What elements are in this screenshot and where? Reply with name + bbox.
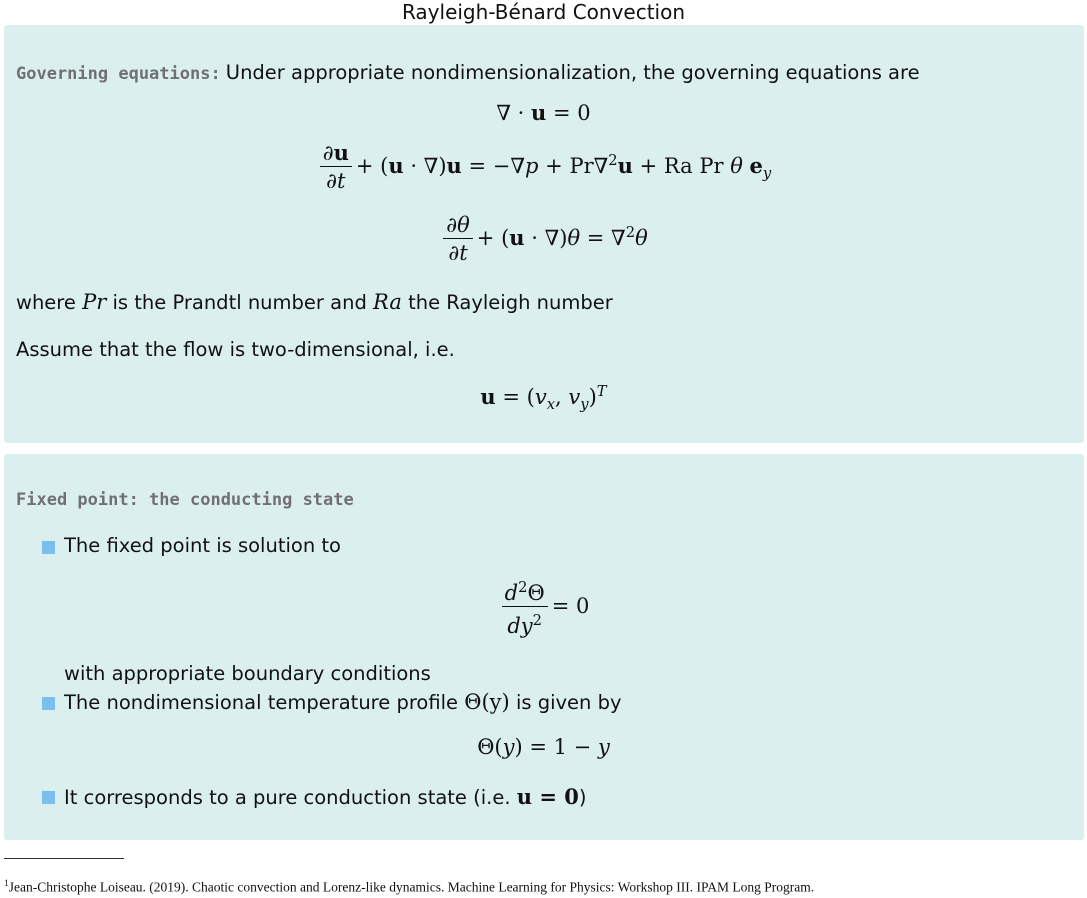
footnote-mark: 1 bbox=[4, 879, 9, 889]
energy-equation: $\frac{\partial\theta}{\partial t}$ + (u · ∇)θ = ∇$^2$θ bbox=[0, 212, 1087, 267]
governing-intro-line bbox=[16, 61, 920, 84]
bullet3-prefix: It corresponds to a pure conduction state (i.e. bbox=[64, 786, 511, 809]
momentum-equation: $\frac{\partial u}{\partial t}$ + (u · ∇)u = −∇p + Pr∇$^2$u + Ra Pr θ $e_y$ bbox=[0, 140, 1087, 195]
bullet2-suffix: is given by bbox=[515, 691, 622, 714]
where-mid: is the Prandtl number and bbox=[112, 291, 367, 314]
continuity-equation: ∇ · u = 0 bbox=[496, 100, 591, 125]
fixed-point-label: Fixed point: the conducting state bbox=[16, 490, 354, 510]
page-title: Rayleigh-Bénard Convection bbox=[401, 0, 686, 24]
bullet2-prefix: The nondimensional temperature profile bbox=[64, 691, 459, 714]
fixed-point-equation: $\frac{d^2\Theta}{dy^2}$ = 0 bbox=[0, 575, 1087, 640]
governing-intro-text: Under appropriate nondimensionalization, the governing equations are bbox=[225, 61, 920, 84]
bullet3-line bbox=[64, 784, 586, 809]
velocity-definition: $u = (v_x$, $v_y)^T$ bbox=[480, 383, 607, 414]
bullet1-text: The fixed point is solution to bbox=[64, 534, 341, 557]
assume-text: Assume that the flow is two-dimensional, i.e. bbox=[16, 338, 455, 361]
zero-velocity-math: u = 0 bbox=[516, 784, 579, 809]
fixed-point-panel bbox=[4, 454, 1084, 840]
bullet3-suffix: ) bbox=[578, 786, 587, 809]
prandtl-symbol: Pr bbox=[82, 290, 107, 314]
footnote bbox=[4, 879, 814, 896]
bullet1-continuation: with appropriate boundary conditions bbox=[64, 662, 431, 685]
where-suffix: the Rayleigh number bbox=[408, 291, 613, 314]
temperature-profile-equation: Θ(y) = 1 − y bbox=[477, 735, 610, 759]
rayleigh-symbol: Ra bbox=[373, 290, 402, 314]
footnote-divider bbox=[4, 858, 124, 859]
footnote-text: Jean-Christophe Loiseau. (2019). Chaotic convection and Lorenz-like dynamics. Machine Learning for Physics: Workshop III. IPAM Long Program. bbox=[8, 879, 815, 895]
bullet2-line bbox=[64, 690, 622, 714]
where-line bbox=[16, 290, 613, 314]
theta-of-y-symbol: Θ(y) bbox=[464, 690, 510, 714]
bullet-marker bbox=[42, 541, 55, 554]
where-prefix: where bbox=[16, 291, 76, 314]
bullet-marker bbox=[42, 697, 55, 710]
bullet-marker bbox=[42, 791, 55, 804]
governing-equations-label: Governing equations: bbox=[16, 64, 221, 84]
